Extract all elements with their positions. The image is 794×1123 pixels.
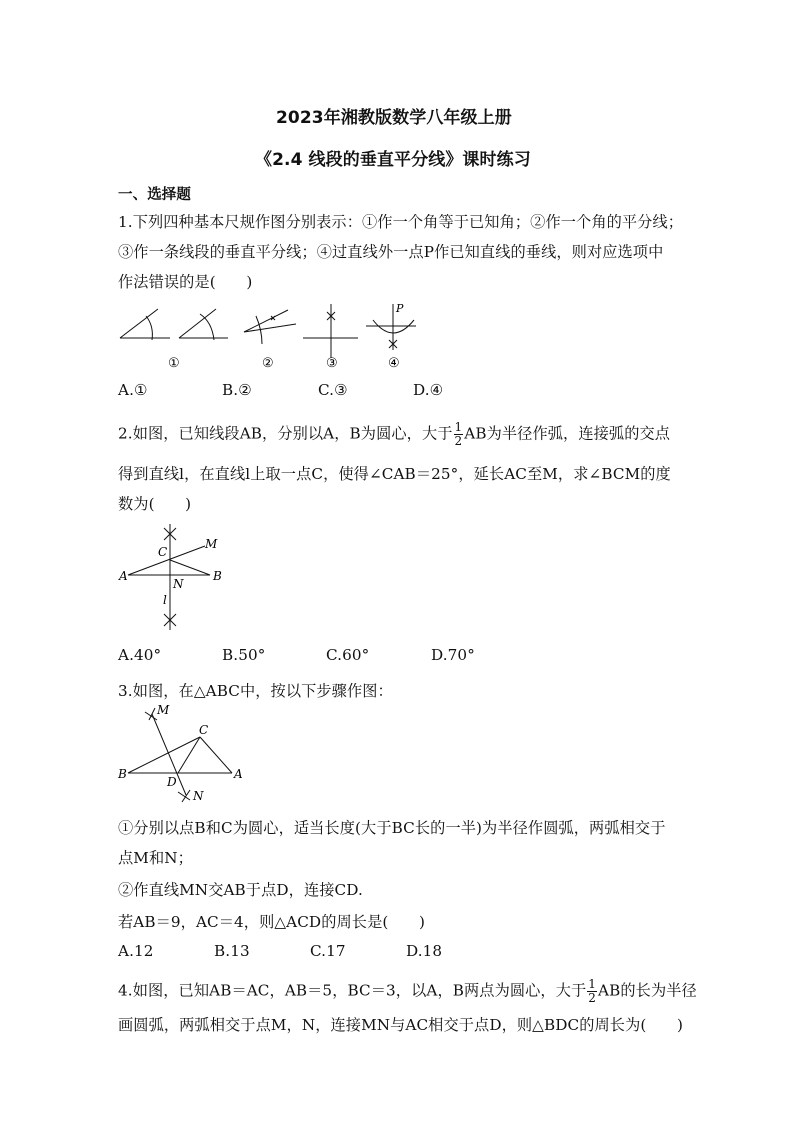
q2-line-2: 得到直线l，在直线l上取一点C，使得∠CAB＝25°，延长AC至M，求∠BCM的度 <box>118 465 671 483</box>
q1-line-3: 作法错误的是( ) <box>118 273 253 291</box>
q1-line-2: ③作一条线段的垂直平分线；④过直线外一点P作已知直线的垂线，则对应选项中 <box>118 243 664 261</box>
q4-line-1-post: AB的长为半径 <box>598 981 697 1000</box>
q2-option-b: B.50° <box>222 646 266 664</box>
q2-option-c: C.60° <box>326 646 370 664</box>
q3-label-a: A <box>234 767 243 781</box>
q2-option-a: A.40° <box>118 646 162 664</box>
doc-title-line1: 2023年湘教版数学八年级上册 <box>276 108 512 128</box>
q2-label-n: N <box>173 577 184 591</box>
q1-option-b: B.② <box>222 381 252 399</box>
section-heading: 一、选择题 <box>118 187 191 203</box>
q2-option-d: D.70° <box>431 646 475 664</box>
doc-title-line2: 《2.4 线段的垂直平分线》课时练习 <box>255 150 531 170</box>
q1-option-c: C.③ <box>318 381 348 399</box>
q2-label-c: C <box>158 545 168 559</box>
q2-label-m: M <box>205 537 218 551</box>
q1-fig-label-4: ④ <box>388 356 400 371</box>
q1-option-d: D.④ <box>413 381 444 399</box>
q3-option-a: A.12 <box>118 942 154 960</box>
q4-line-1 <box>118 978 697 1005</box>
q2-line-3: 数为( ) <box>118 495 192 513</box>
q4-line-1-pre: 4.如图，已知AB＝AC，AB＝5，BC＝3，以A，B两点为圆心，大于 <box>118 981 587 1000</box>
q1-fig-label-1: ① <box>168 356 180 371</box>
q3-step2: ②作直线MN交AB于点D，连接CD. <box>118 881 363 899</box>
q3-option-b: B.13 <box>214 942 250 960</box>
q2-label-b: B <box>213 569 222 583</box>
q3-option-c: C.17 <box>310 942 346 960</box>
q2-label-l: l <box>163 593 167 607</box>
q1-fig-label-2: ② <box>262 356 274 371</box>
q4-frac-den: 2 <box>588 991 597 1005</box>
q2-frac-num: 1 <box>454 420 463 434</box>
q1-fig-label-3: ③ <box>326 356 338 371</box>
q3-label-d: D <box>167 775 177 789</box>
q2-label-a: A <box>119 569 128 583</box>
q1-line-1: 1.下列四种基本尺规作图分别表示：①作一个角等于已知角；②作一个角的平分线； <box>118 213 684 231</box>
q3-label-m: M <box>157 703 170 717</box>
q2-line-1-pre: 2.如图，已知线段AB，分别以A，B为圆心，大于 <box>118 424 453 443</box>
q3-label-b: B <box>118 767 127 781</box>
q3-step1-line-1: ①分别以点B和C为圆心，适当长度(大于BC长的一半)为半径作圆弧，两弧相交于 <box>118 819 666 837</box>
q4-frac-num: 1 <box>588 977 597 991</box>
q2-line-1-post: AB为半径作弧，连接弧的交点 <box>464 424 671 443</box>
q3-option-d: D.18 <box>406 942 443 960</box>
q4-fraction <box>587 978 597 1005</box>
q2-frac-den: 2 <box>454 434 463 448</box>
q1-option-a: A.① <box>118 381 148 399</box>
q3-step1-line-2: 点M和N； <box>118 849 193 867</box>
q4-line-2: 画圆弧，两弧相交于点M，N，连接MN与AC相交于点D，则△BDC的周长为( ) <box>118 1016 683 1034</box>
q3-label-c: C <box>199 723 209 737</box>
q1-fig-label-p: P <box>396 302 404 315</box>
q3-intro: 3.如图，在△ABC中，按以下步骤作图： <box>118 682 393 700</box>
q3-question: 若AB＝9，AC＝4，则△ACD的周长是( ) <box>118 913 425 931</box>
q3-label-n: N <box>193 789 204 803</box>
